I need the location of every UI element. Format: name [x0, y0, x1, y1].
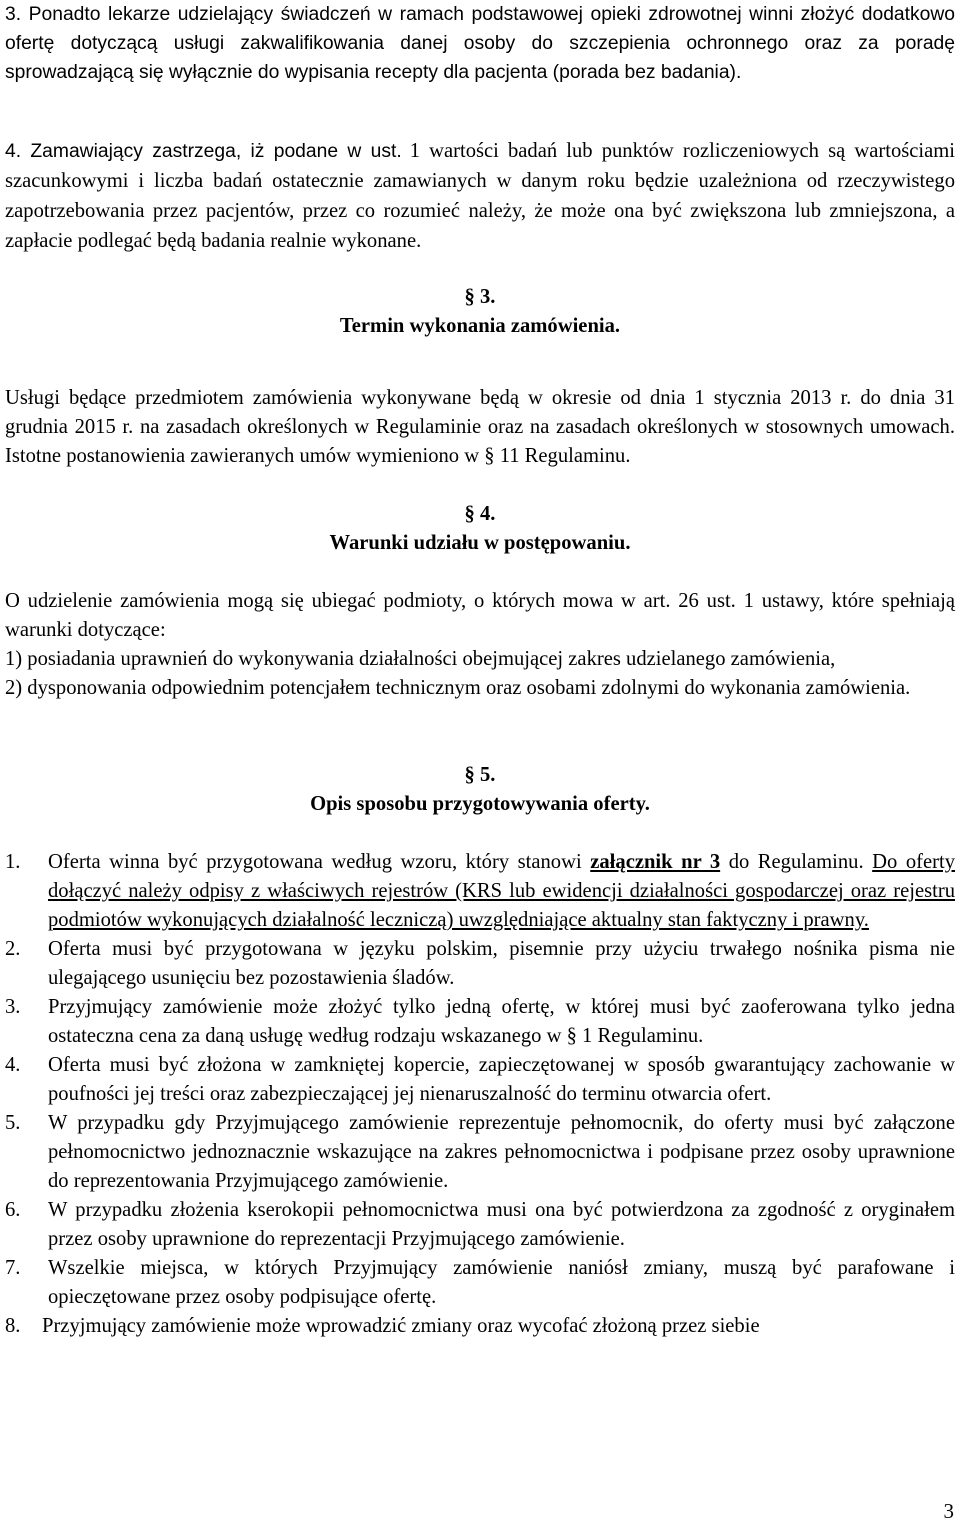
section-5-title: Opis sposobu przygotowywania oferty.: [310, 793, 650, 815]
intro-item-3-number: 3.: [5, 4, 22, 25]
list-item: [5, 848, 955, 935]
condition-item: 2) dysponowania odpowiednim potencjałem technicznym oraz osobami zdolnymi do wykonania zamówienia.: [5, 677, 911, 699]
section-3-period: Usługi będące przedmiotem zamówienia wykonywane będą w okresie od dnia 1 stycznia 2013 r. do dnia 31 grudnia 2015 r.: [5, 387, 955, 438]
section-3-heading: [5, 283, 955, 341]
list-item-number: 7.: [5, 1257, 21, 1279]
page-number: 3: [943, 1499, 954, 1523]
list-item-required-docs: Do oferty dołączyć należy odpisy z właściwych rejestrów (KRS lub ewidencji działalności gospodarczej oraz rejestru podmiotów wykonujących działalność leczniczą) uwzględniające aktualny stan faktyczny i prawny.: [48, 851, 956, 931]
section-4-number: § 4.: [464, 503, 496, 525]
section-4-conditions: [5, 645, 955, 703]
list-item-text: Przyjmujący zamówienie może złożyć tylko jedną ofertę, w której musi być zaoferowana tylko jedna ostateczna cena za daną usługę według rodzaju wskazanego w § 1 Regulaminu.: [48, 996, 955, 1047]
section-3-contract-terms: Istotne postanowienia zawieranych umów wymieniono w § 11 Regulaminu.: [5, 445, 631, 467]
list-item-number: 6.: [5, 1199, 21, 1221]
list-item-text: Oferta musi być przygotowana w języku polskim, pisemnie przy użyciu trwałego nośnika pisma nie ulegającego usunięciu bez pozostawienia śladów.: [48, 938, 955, 989]
list-item-number: 3.: [5, 996, 21, 1018]
list-item-text: do Regulaminu.: [728, 851, 864, 873]
section-3-rules: na zasadach określonych w Regulaminie oraz na zasadach określonych w stosownych umowach.: [139, 416, 956, 438]
list-item-number: 5.: [5, 1112, 21, 1134]
list-item-number: 1.: [5, 851, 21, 873]
section-5-list: [5, 848, 955, 1341]
section-4-body: [5, 587, 955, 703]
list-item: [5, 1312, 955, 1341]
section-5-number: § 5.: [464, 764, 496, 786]
section-5-heading: [5, 761, 955, 819]
intro-item-3-text: Ponadto lekarze udzielający świadczeń w ramach podstawowej opieki zdrowotnej winni złożyć dodatkowo ofertę dotyczącą usługi zakwalifikowania danej osoby do szczepienia ochronnego oraz za poradę sprowadzającą się wyłącznie do wypisania recepty dla pacjenta (porada bez badania).: [5, 4, 956, 83]
list-item-text: Oferta winna być przygotowana według wzoru, który stanowi: [48, 851, 582, 873]
list-item: [5, 993, 955, 1051]
section-4-title: Warunki udziału w postępowaniu.: [329, 532, 631, 554]
list-item: [5, 1109, 955, 1196]
list-item-text: Przyjmujący zamówienie może wprowadzić zmiany oraz wycofać złożoną przez siebie: [42, 1315, 760, 1337]
section-3-body: [5, 384, 955, 471]
condition-item: 1) posiadania uprawnień do wykonywania działalności obejmującej zakres udzielanego zamówienia,: [5, 648, 836, 670]
list-item: [5, 1254, 955, 1312]
list-item-text: Oferta musi być złożona w zamkniętej kopercie, zapieczętowanej w sposób gwarantujący zachowanie w poufności jej treści oraz zabezpieczającej jej nienaruszalność do terminu otwarcia ofert.: [48, 1054, 955, 1105]
intro-item-3: [5, 0, 955, 87]
intro-item-4: [5, 137, 955, 257]
intro-item-4-lead: 4. Zamawiający zastrzega, iż podane w ust.: [5, 141, 402, 162]
section-4-intro: O udzielenie zamówienia mogą się ubiegać podmioty, o których mowa w art. 26 ust. 1 ustawy, które spełniają warunki dotyczące:: [5, 590, 955, 641]
list-item-number: 4.: [5, 1054, 21, 1076]
list-item-number: 2.: [5, 938, 21, 960]
list-item: [5, 1196, 955, 1254]
list-item-number: 8.: [5, 1315, 21, 1337]
attachment-reference: załącznik nr 3: [590, 851, 721, 873]
list-item: [5, 935, 955, 993]
list-item-text: Wszelkie miejsca, w których Przyjmujący zamówienie naniósł zmiany, muszą być parafowane i opieczętowane przez osoby podpisujące ofertę.: [48, 1257, 955, 1308]
list-item-text: W przypadku gdy Przyjmującego zamówienie reprezentuje pełnomocnik, do oferty musi być załączone pełnomocnictwo jednoznacznie wskazujące na zakres pełnomocnictwa i podpisane przez osoby uprawnione do reprezentowania Przyjmującego zamówienie.: [48, 1112, 955, 1192]
section-4-heading: [5, 500, 955, 558]
intro-item-4-text: 1 wartości badań lub punktów rozliczeniowych są wartościami szacunkowymi i liczba badań ostatecznie zamawianych w danym roku będzie uzależniona od rzeczywistego zapotrzebowania przez pacjentów, przez co rozumieć należy, że może ona być zwiększona lub zmniejszona, a zapłacie podlegać będą badania realnie wykonane.: [5, 140, 955, 252]
section-3-title: Termin wykonania zamówienia.: [339, 315, 621, 337]
section-3-number: § 3.: [464, 286, 496, 308]
list-item: [5, 1051, 955, 1109]
list-item-text: W przypadku złożenia kserokopii pełnomocnictwa musi ona być potwierdzona za zgodność z oryginałem przez osoby uprawnione do reprezentacji Przyjmującego zamówienie.: [48, 1199, 955, 1250]
